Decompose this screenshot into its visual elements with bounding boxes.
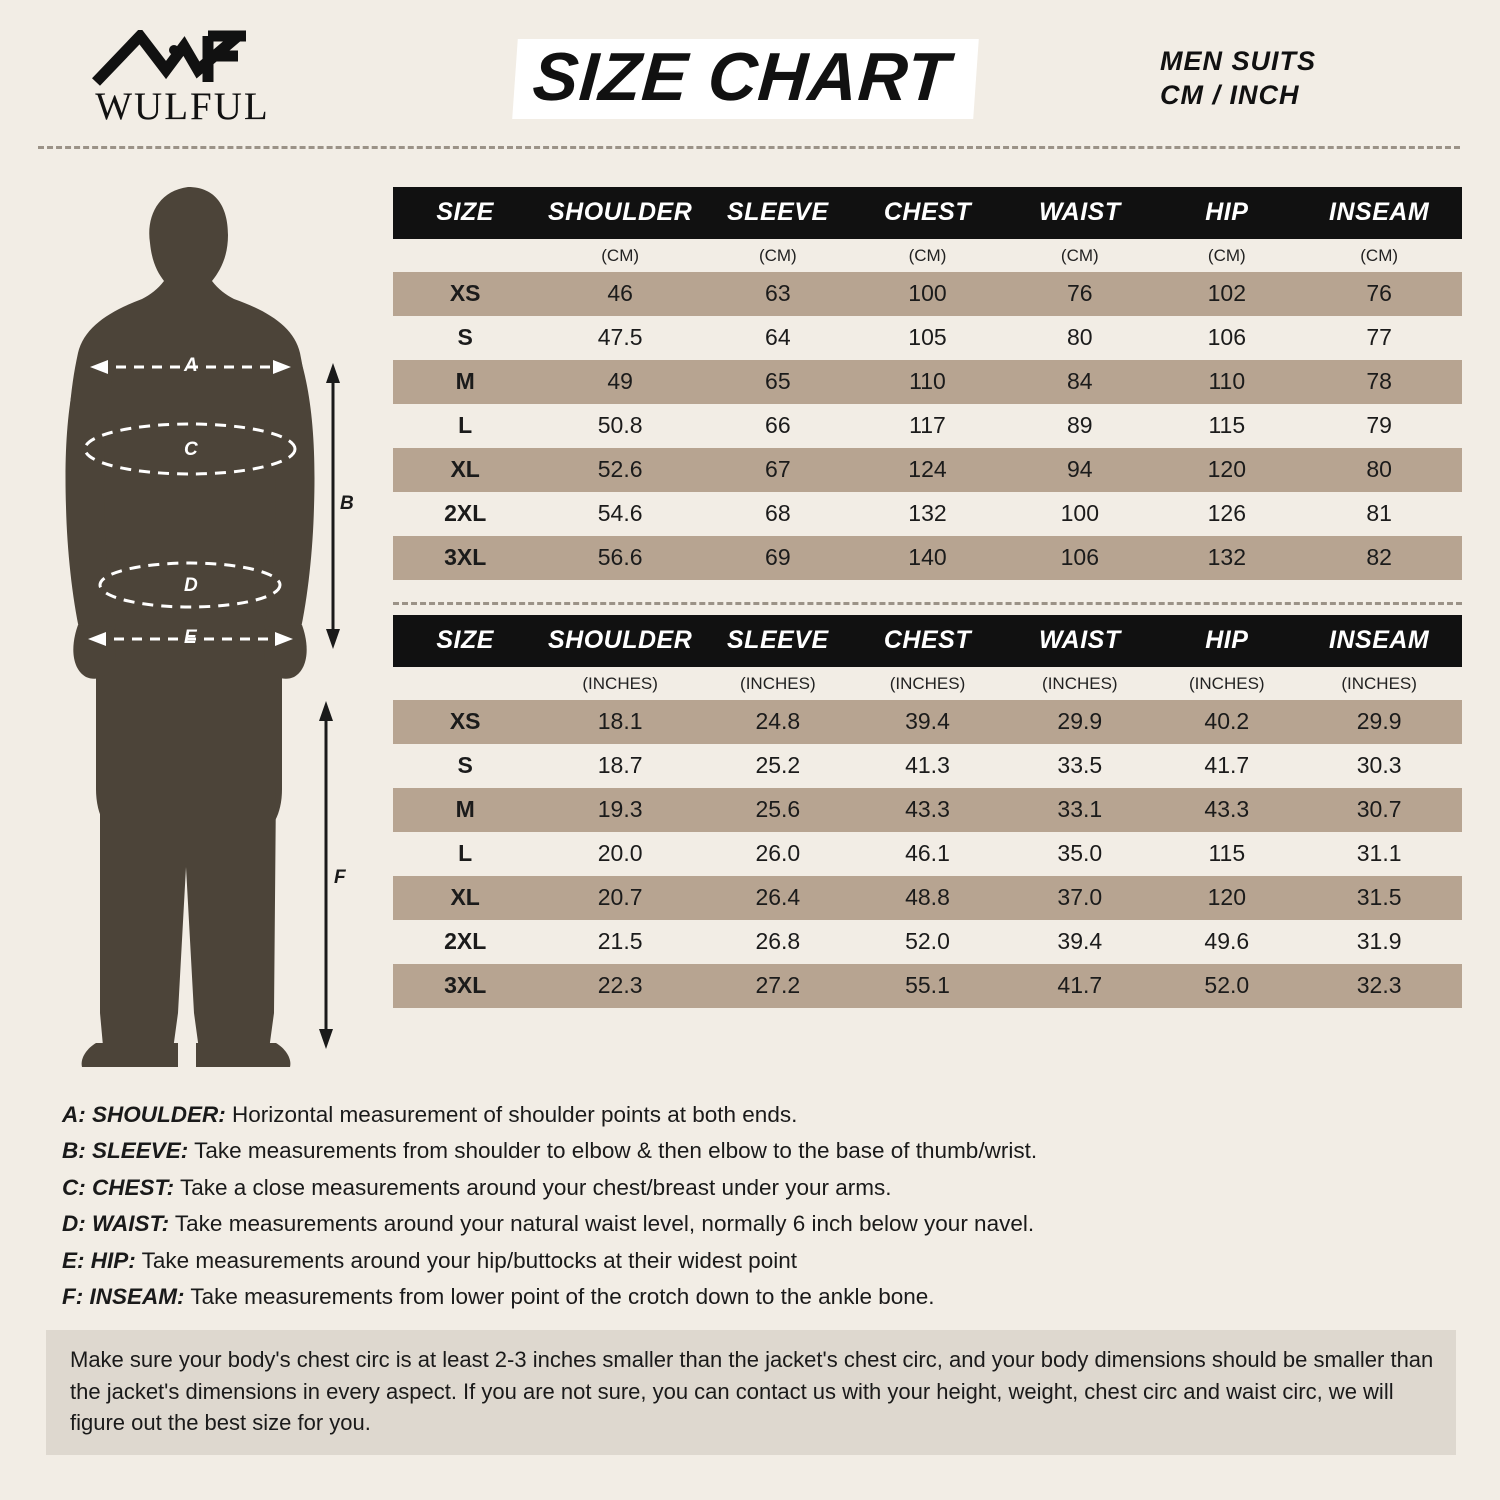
cell-shoulder: 50.8 [537,404,703,448]
cell-shoulder: 21.5 [537,920,703,964]
cell-shoulder: 56.6 [537,536,703,580]
col-chest: CHEST [853,615,1003,667]
cell-inseam: 77 [1296,316,1462,360]
col-size: SIZE [393,615,537,667]
cell-waist: 29.9 [1002,700,1157,744]
note-text: Take measurements around your hip/buttocks at their widest point [141,1247,797,1273]
col-waist: WAIST [1002,615,1157,667]
note-key: B: SLEEVE: [62,1138,189,1164]
cell-chest: 39.4 [853,700,1003,744]
unit-waist: (INCHES) [1002,667,1157,700]
cell-sleeve: 27.2 [703,964,853,1008]
note-inseam [62,1279,1460,1315]
cell-sleeve: 26.0 [703,832,853,876]
cell-inseam: 78 [1296,360,1462,404]
cell-waist: 37.0 [1002,876,1157,920]
col-inseam: INSEAM [1296,187,1462,239]
tables-container [393,149,1462,1079]
cell-chest: 55.1 [853,964,1003,1008]
unit-shoulder: (INCHES) [537,667,703,700]
note-key: F: INSEAM: [62,1284,185,1310]
title-container [310,39,1150,119]
footer-note: Make sure your body's chest circ is at least 2-3 inches smaller than the jacket's chest circ, and your body dimensions should be smaller than the jacket's dimensions in every aspect. If you are not sure, you can contact us with your height, weight, chest circ and waist circ, we will figure out the best size for you. [46,1330,1456,1456]
cell-hip: 110 [1157,360,1296,404]
cell-hip: 49.6 [1157,920,1296,964]
cell-size: L [393,832,537,876]
col-shoulder: SHOULDER [537,187,703,239]
table-row [393,744,1462,788]
col-hip: HIP [1157,187,1296,239]
cell-inseam: 29.9 [1296,700,1462,744]
unit-sleeve: (CM) [703,239,853,272]
cell-size: S [393,316,537,360]
cell-inseam: 81 [1296,492,1462,536]
cell-sleeve: 66 [703,404,853,448]
cell-waist: 94 [1002,448,1157,492]
measurement-figure [38,149,393,1079]
cell-size: 2XL [393,920,537,964]
note-key: E: HIP: [62,1247,136,1273]
note-chest [62,1170,1460,1206]
table-row [393,536,1462,580]
subtitle-units: CM / INCH [1160,80,1300,110]
unit-sleeve: (INCHES) [703,667,853,700]
cell-shoulder: 46 [537,272,703,316]
cell-size: M [393,788,537,832]
cell-hip: 120 [1157,876,1296,920]
table-unit-row [393,239,1462,272]
mountain-w-logo-icon [88,30,278,88]
cell-sleeve: 64 [703,316,853,360]
cell-inseam: 76 [1296,272,1462,316]
cell-waist: 33.5 [1002,744,1157,788]
note-text: Take measurements from lower point of the crotch down to the ankle bone. [190,1284,935,1310]
unit-inseam: (CM) [1296,239,1462,272]
unit-shoulder: (CM) [537,239,703,272]
note-key: A: SHOULDER: [62,1102,226,1127]
cell-size: 3XL [393,964,537,1008]
figure-label-c: C [184,439,198,460]
cell-hip: 52.0 [1157,964,1296,1008]
col-shoulder: SHOULDER [537,615,703,667]
figure-label-f: F [334,867,346,888]
page-header [0,0,1500,140]
note-waist [62,1206,1460,1242]
brand-logo [55,30,310,129]
page-title: SIZE CHART [512,39,978,119]
cell-chest: 132 [853,492,1003,536]
cell-sleeve: 63 [703,272,853,316]
subtitle-product-type: MEN SUITS [1160,46,1317,77]
cell-sleeve: 26.4 [703,876,853,920]
cell-chest: 117 [853,404,1003,448]
cell-inseam: 31.9 [1296,920,1462,964]
unit-size [393,239,537,272]
cell-shoulder: 49 [537,360,703,404]
cell-hip: 115 [1157,832,1296,876]
cell-size: XS [393,272,537,316]
unit-inseam: (INCHES) [1296,667,1462,700]
cell-inseam: 82 [1296,536,1462,580]
col-sleeve: SLEEVE [703,187,853,239]
cm-size-table [393,187,1462,580]
cell-hip: 106 [1157,316,1296,360]
cell-sleeve: 26.8 [703,920,853,964]
note-text: Horizontal measurement of shoulder points at both ends. [232,1102,798,1127]
cell-hip: 126 [1157,492,1296,536]
table-header-row [393,187,1462,239]
cell-inseam: 80 [1296,448,1462,492]
cell-shoulder: 47.5 [537,316,703,360]
cell-waist: 41.7 [1002,964,1157,1008]
cell-sleeve: 69 [703,536,853,580]
cell-sleeve: 24.8 [703,700,853,744]
table-row [393,920,1462,964]
note-key: D: WAIST: [62,1211,170,1237]
table-row [393,832,1462,876]
cell-sleeve: 25.2 [703,744,853,788]
unit-hip: (INCHES) [1157,667,1296,700]
cell-shoulder: 18.1 [537,700,703,744]
note-sleeve [62,1133,1460,1169]
measurement-notes [0,1079,1500,1316]
cell-size: S [393,744,537,788]
cell-hip: 115 [1157,404,1296,448]
cell-shoulder: 22.3 [537,964,703,1008]
cell-waist: 76 [1002,272,1157,316]
cell-size: XL [393,448,537,492]
cell-size: M [393,360,537,404]
unit-chest: (INCHES) [853,667,1003,700]
table-row [393,492,1462,536]
cell-shoulder: 52.6 [537,448,703,492]
note-text: Take measurements from shoulder to elbow & then elbow to the base of thumb/wrist. [194,1138,1038,1164]
figure-label-a: A [184,355,198,376]
cell-size: XL [393,876,537,920]
table-row [393,360,1462,404]
cell-inseam: 31.1 [1296,832,1462,876]
col-sleeve: SLEEVE [703,615,853,667]
table-row [393,272,1462,316]
unit-chest: (CM) [853,239,1003,272]
cell-chest: 124 [853,448,1003,492]
cell-waist: 33.1 [1002,788,1157,832]
cell-sleeve: 67 [703,448,853,492]
cell-inseam: 30.7 [1296,788,1462,832]
cell-inseam: 30.3 [1296,744,1462,788]
unit-size [393,667,537,700]
cell-shoulder: 18.7 [537,744,703,788]
cell-hip: 102 [1157,272,1296,316]
cell-hip: 132 [1157,536,1296,580]
cell-chest: 110 [853,360,1003,404]
cell-hip: 41.7 [1157,744,1296,788]
cell-chest: 41.3 [853,744,1003,788]
cell-waist: 89 [1002,404,1157,448]
cell-waist: 106 [1002,536,1157,580]
cell-chest: 43.3 [853,788,1003,832]
cell-chest: 105 [853,316,1003,360]
cell-inseam: 31.5 [1296,876,1462,920]
cell-sleeve: 68 [703,492,853,536]
cell-chest: 52.0 [853,920,1003,964]
main-content [0,149,1500,1079]
note-hip [62,1243,1460,1279]
cell-size: 3XL [393,536,537,580]
figure-label-d: D [184,575,198,596]
cell-chest: 140 [853,536,1003,580]
cell-shoulder: 20.7 [537,876,703,920]
table-row [393,788,1462,832]
subtitle-container [1150,45,1460,113]
cell-waist: 80 [1002,316,1157,360]
cell-shoulder: 19.3 [537,788,703,832]
cell-size: 2XL [393,492,537,536]
col-waist: WAIST [1002,187,1157,239]
note-text: Take a close measurements around your chest/breast under your arms. [179,1174,892,1200]
cell-sleeve: 25.6 [703,788,853,832]
col-size: SIZE [393,187,537,239]
table-row [393,876,1462,920]
table-row [393,448,1462,492]
cell-size: L [393,404,537,448]
cell-shoulder: 54.6 [537,492,703,536]
brand-name: WULFUL [95,84,270,128]
unit-waist: (CM) [1002,239,1157,272]
cell-hip: 43.3 [1157,788,1296,832]
cell-waist: 100 [1002,492,1157,536]
cell-inseam: 32.3 [1296,964,1462,1008]
cell-chest: 46.1 [853,832,1003,876]
cell-waist: 84 [1002,360,1157,404]
cell-waist: 35.0 [1002,832,1157,876]
cell-inseam: 79 [1296,404,1462,448]
note-text: Take measurements around your natural waist level, normally 6 inch below your navel. [174,1211,1035,1237]
unit-hip: (CM) [1157,239,1296,272]
table-row [393,316,1462,360]
table-header-row [393,615,1462,667]
table-unit-row [393,667,1462,700]
cell-sleeve: 65 [703,360,853,404]
cell-chest: 48.8 [853,876,1003,920]
cell-hip: 40.2 [1157,700,1296,744]
cell-chest: 100 [853,272,1003,316]
cell-waist: 39.4 [1002,920,1157,964]
figure-label-b: B [340,493,354,514]
cell-hip: 120 [1157,448,1296,492]
figure-label-e: E [184,627,197,648]
table-row [393,404,1462,448]
inch-size-table [393,615,1462,1008]
cell-size: XS [393,700,537,744]
note-key: C: CHEST: [62,1174,175,1200]
col-inseam: INSEAM [1296,615,1462,667]
cell-shoulder: 20.0 [537,832,703,876]
col-chest: CHEST [853,187,1003,239]
table-row [393,700,1462,744]
col-hip: HIP [1157,615,1296,667]
tables-divider [393,602,1462,605]
table-row [393,964,1462,1008]
note-shoulder [62,1097,1460,1133]
